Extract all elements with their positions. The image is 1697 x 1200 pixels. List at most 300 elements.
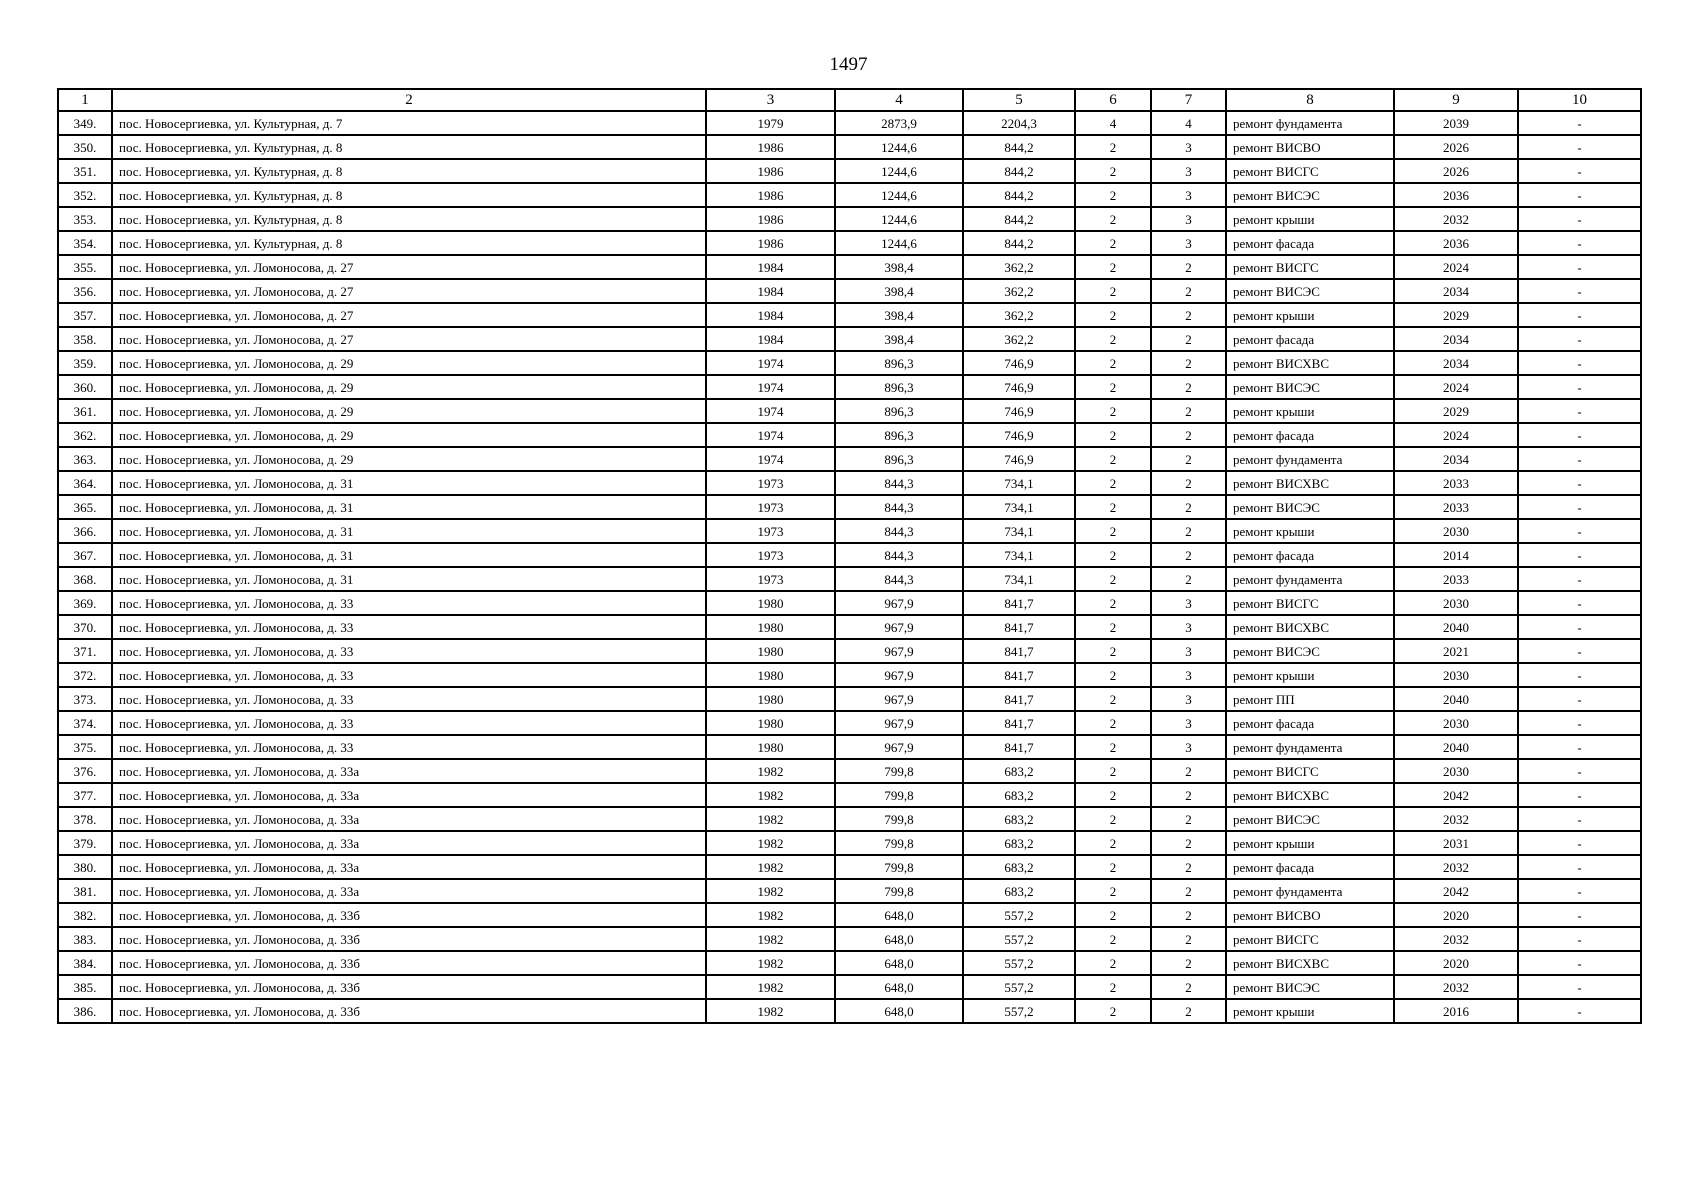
cell-note: - [1518, 855, 1641, 879]
cell-address: пос. Новосергиевка, ул. Ломоносова, д. 27 [112, 279, 706, 303]
cell-entrances: 3 [1151, 711, 1226, 735]
cell-entrances: 2 [1151, 279, 1226, 303]
cell-work-type: ремонт крыши [1226, 663, 1394, 687]
table-row [58, 879, 1641, 903]
cell-row-number: 380. [58, 855, 112, 879]
table-row [58, 519, 1641, 543]
cell-address: пос. Новосергиевка, ул. Культурная, д. 7 [112, 111, 706, 135]
cell-floors: 2 [1075, 639, 1151, 663]
cell-address: пос. Новосергиевка, ул. Ломоносова, д. 33б [112, 999, 706, 1023]
cell-note: - [1518, 399, 1641, 423]
cell-work-type: ремонт фасада [1226, 327, 1394, 351]
cell-floors: 2 [1075, 591, 1151, 615]
cell-floors: 2 [1075, 135, 1151, 159]
cell-build-year: 1984 [706, 255, 835, 279]
cell-build-year: 1980 [706, 663, 835, 687]
cell-note: - [1518, 591, 1641, 615]
cell-build-year: 1982 [706, 903, 835, 927]
cell-address: пос. Новосергиевка, ул. Ломоносова, д. 29 [112, 375, 706, 399]
table-row [58, 639, 1641, 663]
table-body [58, 111, 1641, 1023]
table-row [58, 375, 1641, 399]
cell-work-type: ремонт крыши [1226, 303, 1394, 327]
cell-entrances: 3 [1151, 591, 1226, 615]
cell-work-type: ремонт ВИСЭС [1226, 183, 1394, 207]
cell-living-area: 844,2 [963, 135, 1075, 159]
cell-entrances: 2 [1151, 519, 1226, 543]
cell-living-area: 683,2 [963, 759, 1075, 783]
cell-row-number: 366. [58, 519, 112, 543]
cell-row-number: 386. [58, 999, 112, 1023]
cell-total-area: 1244,6 [835, 207, 963, 231]
cell-total-area: 398,4 [835, 303, 963, 327]
cell-total-area: 896,3 [835, 399, 963, 423]
cell-total-area: 1244,6 [835, 183, 963, 207]
cell-work-type: ремонт ВИСХВС [1226, 471, 1394, 495]
cell-entrances: 2 [1151, 303, 1226, 327]
cell-living-area: 734,1 [963, 471, 1075, 495]
cell-planned-year: 2040 [1394, 687, 1518, 711]
cell-planned-year: 2026 [1394, 135, 1518, 159]
cell-address: пос. Новосергиевка, ул. Культурная, д. 8 [112, 159, 706, 183]
cell-planned-year: 2033 [1394, 567, 1518, 591]
cell-note: - [1518, 111, 1641, 135]
cell-build-year: 1986 [706, 135, 835, 159]
table-row [58, 951, 1641, 975]
cell-total-area: 1244,6 [835, 231, 963, 255]
column-header-9: 9 [1394, 89, 1518, 111]
cell-work-type: ремонт ВИСХВС [1226, 783, 1394, 807]
table-row [58, 327, 1641, 351]
cell-entrances: 3 [1151, 639, 1226, 663]
cell-row-number: 360. [58, 375, 112, 399]
cell-note: - [1518, 639, 1641, 663]
cell-entrances: 2 [1151, 327, 1226, 351]
cell-floors: 2 [1075, 447, 1151, 471]
cell-build-year: 1974 [706, 447, 835, 471]
table-row [58, 759, 1641, 783]
table-row [58, 903, 1641, 927]
cell-note: - [1518, 735, 1641, 759]
cell-address: пос. Новосергиевка, ул. Ломоносова, д. 31 [112, 567, 706, 591]
cell-living-area: 362,2 [963, 255, 1075, 279]
cell-work-type: ремонт ВИСГС [1226, 159, 1394, 183]
cell-row-number: 350. [58, 135, 112, 159]
cell-note: - [1518, 903, 1641, 927]
cell-total-area: 967,9 [835, 735, 963, 759]
cell-address: пос. Новосергиевка, ул. Культурная, д. 8 [112, 135, 706, 159]
cell-total-area: 799,8 [835, 807, 963, 831]
table-row [58, 255, 1641, 279]
cell-entrances: 2 [1151, 855, 1226, 879]
cell-total-area: 799,8 [835, 783, 963, 807]
cell-address: пос. Новосергиевка, ул. Культурная, д. 8 [112, 207, 706, 231]
cell-floors: 2 [1075, 351, 1151, 375]
cell-row-number: 354. [58, 231, 112, 255]
cell-row-number: 362. [58, 423, 112, 447]
cell-floors: 2 [1075, 687, 1151, 711]
cell-total-area: 844,3 [835, 543, 963, 567]
table-row [58, 183, 1641, 207]
cell-floors: 2 [1075, 999, 1151, 1023]
cell-row-number: 356. [58, 279, 112, 303]
cell-planned-year: 2033 [1394, 495, 1518, 519]
cell-planned-year: 2020 [1394, 903, 1518, 927]
cell-total-area: 1244,6 [835, 135, 963, 159]
cell-planned-year: 2032 [1394, 927, 1518, 951]
cell-living-area: 362,2 [963, 303, 1075, 327]
register-table [57, 88, 1642, 1024]
cell-build-year: 1982 [706, 879, 835, 903]
cell-build-year: 1984 [706, 279, 835, 303]
cell-note: - [1518, 327, 1641, 351]
cell-row-number: 367. [58, 543, 112, 567]
cell-work-type: ремонт ВИСЭС [1226, 639, 1394, 663]
cell-build-year: 1982 [706, 831, 835, 855]
cell-row-number: 372. [58, 663, 112, 687]
cell-floors: 2 [1075, 567, 1151, 591]
cell-address: пос. Новосергиевка, ул. Ломоносова, д. 33 [112, 711, 706, 735]
cell-entrances: 2 [1151, 783, 1226, 807]
table-row [58, 927, 1641, 951]
cell-row-number: 370. [58, 615, 112, 639]
cell-total-area: 648,0 [835, 903, 963, 927]
cell-living-area: 557,2 [963, 903, 1075, 927]
cell-entrances: 3 [1151, 159, 1226, 183]
cell-living-area: 746,9 [963, 375, 1075, 399]
cell-living-area: 746,9 [963, 423, 1075, 447]
cell-entrances: 4 [1151, 111, 1226, 135]
cell-row-number: 359. [58, 351, 112, 375]
cell-build-year: 1973 [706, 567, 835, 591]
cell-floors: 2 [1075, 255, 1151, 279]
cell-address: пос. Новосергиевка, ул. Ломоносова, д. 33 [112, 615, 706, 639]
cell-address: пос. Новосергиевка, ул. Ломоносова, д. 33 [112, 735, 706, 759]
cell-entrances: 3 [1151, 231, 1226, 255]
cell-address: пос. Новосергиевка, ул. Ломоносова, д. 33а [112, 879, 706, 903]
table-row [58, 351, 1641, 375]
cell-floors: 4 [1075, 111, 1151, 135]
table-row [58, 831, 1641, 855]
cell-build-year: 1986 [706, 159, 835, 183]
cell-note: - [1518, 351, 1641, 375]
table-row [58, 207, 1641, 231]
cell-living-area: 557,2 [963, 927, 1075, 951]
cell-build-year: 1986 [706, 183, 835, 207]
cell-row-number: 376. [58, 759, 112, 783]
cell-floors: 2 [1075, 735, 1151, 759]
cell-address: пос. Новосергиевка, ул. Культурная, д. 8 [112, 231, 706, 255]
cell-living-area: 557,2 [963, 951, 1075, 975]
cell-work-type: ремонт ВИСГС [1226, 255, 1394, 279]
cell-total-area: 648,0 [835, 999, 963, 1023]
cell-row-number: 377. [58, 783, 112, 807]
cell-build-year: 1982 [706, 807, 835, 831]
cell-planned-year: 2024 [1394, 255, 1518, 279]
cell-entrances: 3 [1151, 687, 1226, 711]
cell-row-number: 378. [58, 807, 112, 831]
cell-work-type: ремонт фасада [1226, 855, 1394, 879]
cell-work-type: ремонт ВИСЭС [1226, 495, 1394, 519]
cell-note: - [1518, 615, 1641, 639]
cell-floors: 2 [1075, 831, 1151, 855]
cell-floors: 2 [1075, 711, 1151, 735]
cell-living-area: 841,7 [963, 687, 1075, 711]
cell-note: - [1518, 999, 1641, 1023]
cell-entrances: 2 [1151, 399, 1226, 423]
cell-work-type: ремонт крыши [1226, 519, 1394, 543]
cell-living-area: 2204,3 [963, 111, 1075, 135]
cell-total-area: 896,3 [835, 375, 963, 399]
cell-total-area: 799,8 [835, 879, 963, 903]
cell-build-year: 1982 [706, 999, 835, 1023]
column-header-5: 5 [963, 89, 1075, 111]
cell-address: пос. Новосергиевка, ул. Ломоносова, д. 29 [112, 423, 706, 447]
table-row [58, 471, 1641, 495]
cell-note: - [1518, 159, 1641, 183]
cell-note: - [1518, 687, 1641, 711]
cell-build-year: 1982 [706, 927, 835, 951]
table-row [58, 687, 1641, 711]
cell-build-year: 1982 [706, 855, 835, 879]
cell-note: - [1518, 207, 1641, 231]
cell-row-number: 379. [58, 831, 112, 855]
cell-planned-year: 2029 [1394, 399, 1518, 423]
cell-row-number: 355. [58, 255, 112, 279]
cell-total-area: 967,9 [835, 711, 963, 735]
cell-work-type: ремонт ВИСВО [1226, 135, 1394, 159]
cell-total-area: 648,0 [835, 975, 963, 999]
cell-note: - [1518, 447, 1641, 471]
cell-work-type: ремонт фундамента [1226, 879, 1394, 903]
cell-entrances: 2 [1151, 999, 1226, 1023]
cell-address: пос. Новосергиевка, ул. Ломоносова, д. 33а [112, 783, 706, 807]
cell-living-area: 557,2 [963, 999, 1075, 1023]
cell-living-area: 841,7 [963, 711, 1075, 735]
cell-row-number: 371. [58, 639, 112, 663]
cell-planned-year: 2034 [1394, 447, 1518, 471]
table-row [58, 399, 1641, 423]
cell-floors: 2 [1075, 783, 1151, 807]
cell-planned-year: 2040 [1394, 615, 1518, 639]
cell-work-type: ремонт фасада [1226, 423, 1394, 447]
cell-build-year: 1986 [706, 231, 835, 255]
cell-total-area: 398,4 [835, 279, 963, 303]
table-row [58, 447, 1641, 471]
cell-planned-year: 2033 [1394, 471, 1518, 495]
cell-row-number: 351. [58, 159, 112, 183]
cell-note: - [1518, 375, 1641, 399]
cell-living-area: 362,2 [963, 279, 1075, 303]
cell-row-number: 365. [58, 495, 112, 519]
cell-entrances: 2 [1151, 351, 1226, 375]
column-header-6: 6 [1075, 89, 1151, 111]
cell-planned-year: 2030 [1394, 759, 1518, 783]
cell-address: пос. Новосергиевка, ул. Ломоносова, д. 31 [112, 471, 706, 495]
table-header-row [58, 89, 1641, 111]
cell-address: пос. Новосергиевка, ул. Ломоносова, д. 31 [112, 543, 706, 567]
column-header-4: 4 [835, 89, 963, 111]
cell-living-area: 683,2 [963, 783, 1075, 807]
cell-planned-year: 2021 [1394, 639, 1518, 663]
cell-entrances: 3 [1151, 735, 1226, 759]
cell-note: - [1518, 471, 1641, 495]
cell-note: - [1518, 663, 1641, 687]
cell-planned-year: 2016 [1394, 999, 1518, 1023]
cell-work-type: ремонт ВИСЭС [1226, 807, 1394, 831]
cell-address: пос. Новосергиевка, ул. Ломоносова, д. 29 [112, 351, 706, 375]
cell-total-area: 967,9 [835, 639, 963, 663]
cell-floors: 2 [1075, 663, 1151, 687]
cell-build-year: 1984 [706, 327, 835, 351]
cell-address: пос. Новосергиевка, ул. Ломоносова, д. 33б [112, 975, 706, 999]
cell-note: - [1518, 807, 1641, 831]
cell-row-number: 383. [58, 927, 112, 951]
cell-planned-year: 2040 [1394, 735, 1518, 759]
cell-row-number: 363. [58, 447, 112, 471]
cell-row-number: 353. [58, 207, 112, 231]
cell-entrances: 2 [1151, 543, 1226, 567]
cell-work-type: ремонт ПП [1226, 687, 1394, 711]
cell-build-year: 1973 [706, 543, 835, 567]
cell-total-area: 799,8 [835, 855, 963, 879]
column-header-2: 2 [112, 89, 706, 111]
cell-living-area: 734,1 [963, 495, 1075, 519]
cell-row-number: 361. [58, 399, 112, 423]
cell-note: - [1518, 927, 1641, 951]
cell-floors: 2 [1075, 927, 1151, 951]
cell-total-area: 967,9 [835, 615, 963, 639]
cell-address: пос. Новосергиевка, ул. Ломоносова, д. 29 [112, 399, 706, 423]
cell-floors: 2 [1075, 495, 1151, 519]
cell-note: - [1518, 255, 1641, 279]
cell-build-year: 1974 [706, 375, 835, 399]
cell-build-year: 1973 [706, 519, 835, 543]
cell-build-year: 1982 [706, 759, 835, 783]
cell-entrances: 2 [1151, 807, 1226, 831]
cell-floors: 2 [1075, 327, 1151, 351]
cell-entrances: 2 [1151, 975, 1226, 999]
cell-note: - [1518, 783, 1641, 807]
cell-work-type: ремонт ВИСГС [1226, 759, 1394, 783]
cell-build-year: 1974 [706, 423, 835, 447]
cell-work-type: ремонт фасада [1226, 231, 1394, 255]
cell-planned-year: 2042 [1394, 879, 1518, 903]
column-header-10: 10 [1518, 89, 1641, 111]
cell-living-area: 362,2 [963, 327, 1075, 351]
cell-planned-year: 2042 [1394, 783, 1518, 807]
cell-living-area: 841,7 [963, 663, 1075, 687]
cell-address: пос. Новосергиевка, ул. Ломоносова, д. 33а [112, 855, 706, 879]
cell-total-area: 896,3 [835, 447, 963, 471]
cell-entrances: 2 [1151, 927, 1226, 951]
table-row [58, 999, 1641, 1023]
cell-row-number: 375. [58, 735, 112, 759]
cell-total-area: 844,3 [835, 567, 963, 591]
cell-floors: 2 [1075, 879, 1151, 903]
cell-address: пос. Новосергиевка, ул. Ломоносова, д. 31 [112, 519, 706, 543]
cell-work-type: ремонт ВИСГС [1226, 591, 1394, 615]
cell-planned-year: 2014 [1394, 543, 1518, 567]
cell-work-type: ремонт крыши [1226, 999, 1394, 1023]
cell-work-type: ремонт ВИСХВС [1226, 351, 1394, 375]
cell-total-area: 799,8 [835, 831, 963, 855]
cell-row-number: 349. [58, 111, 112, 135]
cell-work-type: ремонт крыши [1226, 399, 1394, 423]
cell-address: пос. Новосергиевка, ул. Ломоносова, д. 33 [112, 687, 706, 711]
cell-total-area: 844,3 [835, 519, 963, 543]
cell-address: пос. Новосергиевка, ул. Ломоносова, д. 27 [112, 255, 706, 279]
cell-entrances: 2 [1151, 903, 1226, 927]
cell-floors: 2 [1075, 159, 1151, 183]
cell-total-area: 398,4 [835, 327, 963, 351]
cell-entrances: 3 [1151, 135, 1226, 159]
cell-living-area: 683,2 [963, 807, 1075, 831]
cell-entrances: 3 [1151, 663, 1226, 687]
cell-note: - [1518, 951, 1641, 975]
cell-entrances: 2 [1151, 831, 1226, 855]
column-header-1: 1 [58, 89, 112, 111]
cell-build-year: 1980 [706, 735, 835, 759]
cell-floors: 2 [1075, 951, 1151, 975]
cell-row-number: 382. [58, 903, 112, 927]
cell-planned-year: 2029 [1394, 303, 1518, 327]
cell-floors: 2 [1075, 855, 1151, 879]
cell-address: пос. Новосергиевка, ул. Ломоносова, д. 33 [112, 663, 706, 687]
cell-entrances: 2 [1151, 255, 1226, 279]
cell-living-area: 683,2 [963, 831, 1075, 855]
cell-build-year: 1984 [706, 303, 835, 327]
cell-floors: 2 [1075, 471, 1151, 495]
cell-planned-year: 2024 [1394, 375, 1518, 399]
cell-address: пос. Новосергиевка, ул. Ломоносова, д. 33а [112, 759, 706, 783]
cell-floors: 2 [1075, 759, 1151, 783]
cell-address: пос. Новосергиевка, ул. Ломоносова, д. 31 [112, 495, 706, 519]
cell-build-year: 1973 [706, 495, 835, 519]
cell-address: пос. Новосергиевка, ул. Ломоносова, д. 33 [112, 591, 706, 615]
cell-row-number: 357. [58, 303, 112, 327]
cell-entrances: 3 [1151, 183, 1226, 207]
cell-planned-year: 2036 [1394, 183, 1518, 207]
cell-entrances: 3 [1151, 207, 1226, 231]
cell-row-number: 381. [58, 879, 112, 903]
cell-total-area: 1244,6 [835, 159, 963, 183]
cell-total-area: 648,0 [835, 951, 963, 975]
cell-build-year: 1973 [706, 471, 835, 495]
cell-living-area: 844,2 [963, 159, 1075, 183]
cell-build-year: 1982 [706, 951, 835, 975]
cell-work-type: ремонт фундамента [1226, 567, 1394, 591]
cell-build-year: 1982 [706, 783, 835, 807]
cell-work-type: ремонт ВИСЭС [1226, 279, 1394, 303]
cell-note: - [1518, 303, 1641, 327]
cell-note: - [1518, 183, 1641, 207]
cell-row-number: 385. [58, 975, 112, 999]
cell-living-area: 841,7 [963, 591, 1075, 615]
cell-living-area: 734,1 [963, 519, 1075, 543]
cell-note: - [1518, 519, 1641, 543]
cell-note: - [1518, 279, 1641, 303]
table-row [58, 975, 1641, 999]
column-header-7: 7 [1151, 89, 1226, 111]
cell-work-type: ремонт крыши [1226, 207, 1394, 231]
cell-living-area: 841,7 [963, 615, 1075, 639]
cell-build-year: 1974 [706, 399, 835, 423]
cell-floors: 2 [1075, 903, 1151, 927]
cell-note: - [1518, 711, 1641, 735]
cell-floors: 2 [1075, 519, 1151, 543]
table-row [58, 855, 1641, 879]
